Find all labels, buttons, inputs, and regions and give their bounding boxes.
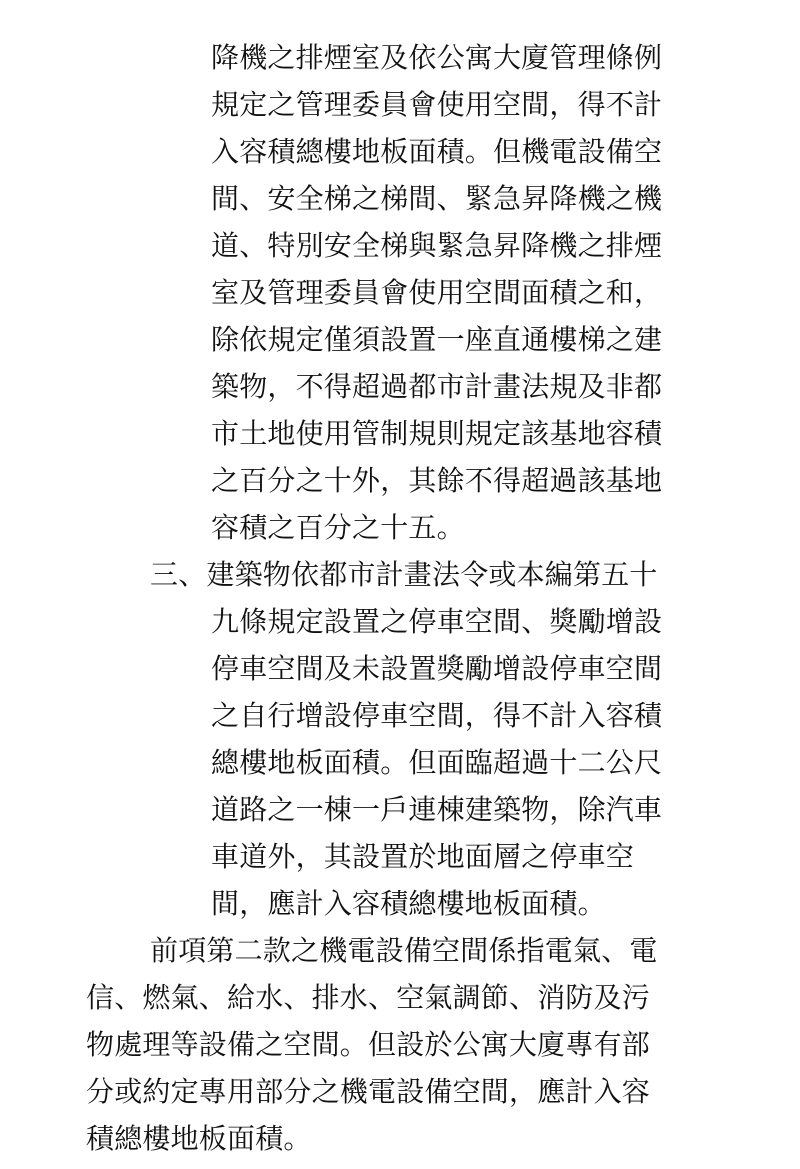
text-line: 九條規定設置之停車空間、獎勵增設 [211,605,663,638]
item-text: 建築物依都市計畫法令或本編第五十 [206,558,658,591]
text-line: 築物，不得超過都市計畫法規及非都 [211,370,663,403]
text-line: 降機之排煙室及依公寓大廈管理條例 [211,41,663,74]
text-line: 室及管理委員會使用空間面積之和， [211,276,663,309]
text-line: 之百分之十外，其餘不得超過該基地 [211,464,663,497]
text-line: 間，應計入容積總樓地板面積。 [211,887,606,920]
paragraph-first-line: 前項第二款之機電設備空間係指電氣、電 [150,934,658,967]
text-line: 規定之管理委員會使用空間，得不計 [211,88,663,121]
text-line: 除依規定僅須設置一座直通樓梯之建 [211,323,663,356]
text-line: 間、安全梯之梯間、緊急昇降機之機 [211,182,663,215]
text-line: 市土地使用管制規則規定該基地容積 [211,417,663,450]
text-line: 總樓地板面積。但面臨超過十二公尺 [211,746,663,779]
item-marker: 三、 [150,558,207,591]
text-line: 積總樓地板面積。 [86,1122,312,1155]
text-line: 容積之百分之十五。 [211,511,465,544]
text-line: 車道外，其設置於地面層之停車空 [211,840,635,873]
text-line: 物處理等設備之空間。但設於公寓大廈專有部 [86,1028,651,1061]
text-line: 入容積總樓地板面積。但機電設備空 [211,135,663,168]
text-line: 信、燃氣、給水、排水、空氣調節、消防及污 [86,981,651,1014]
text-line: 停車空間及未設置獎勵增設停車空間 [211,652,663,685]
text-line: 道、特別安全梯與緊急昇降機之排煙 [211,229,663,262]
text-line: 之自行增設停車空間，得不計入容積 [211,699,663,732]
text-line: 分或約定專用部分之機電設備空間，應計入容 [86,1075,651,1108]
text-line: 道路之一棟一戶連棟建築物，除汽車 [211,793,663,826]
item-three-first-line [150,558,658,591]
